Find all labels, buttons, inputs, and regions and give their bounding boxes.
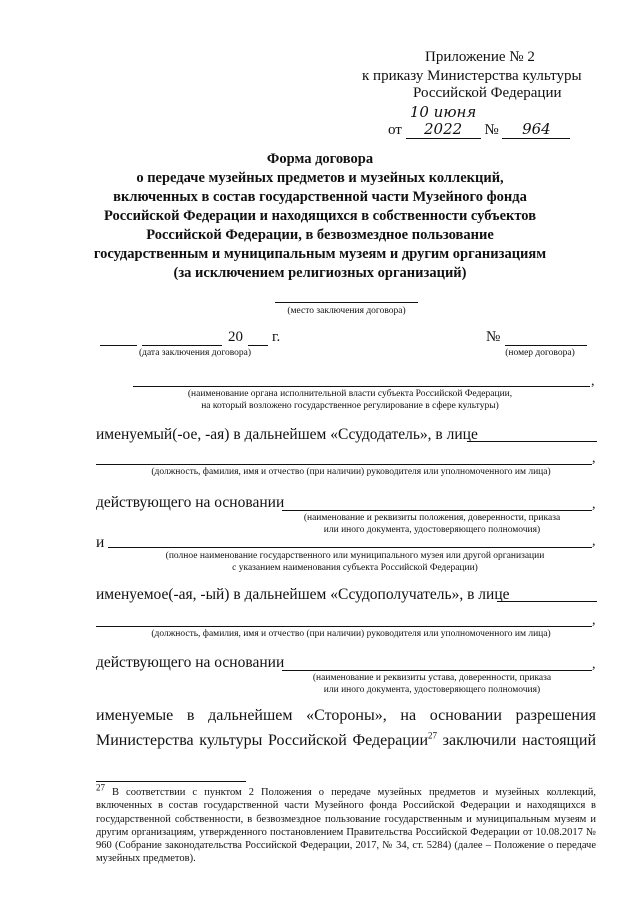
day-field-line [100, 345, 137, 346]
footnote-reference: 27 [428, 730, 438, 741]
number-field-line [505, 345, 587, 346]
footnote-text: В соответствии с пунктом 2 Положения о передаче музейных предметов и музейных коллекций, включенных в состав государственной части Музейного фонда Российской Федерации и находящихся в государственной собственности, в безвозмездное пользование государственным и муниципальным музеям и другим организациям, утвержденного постановлением Правительства Российской Федерации от 10.08.2017 № 960 (Собрание законодательства Российской Федерации, 2017, № 34, ст. 5284) (далее – Положение о передаче музейных предметов). [96, 787, 596, 865]
title-line: Российской Федерации и находящихся в собственности субъектов [103, 208, 537, 224]
date-prefix: от [388, 122, 402, 138]
authority-field-line [133, 386, 590, 387]
borrower-basis-line [282, 670, 592, 671]
lender-basis-line [282, 510, 592, 511]
museum-field-line [108, 547, 592, 548]
caption-line: (наименование и реквизиты устава, доверенности, приказа [312, 673, 552, 683]
comma: , [592, 534, 596, 549]
handwritten-date: 10 июня 2022 [406, 104, 481, 139]
lender-basis-text: действующего на основании [96, 494, 285, 511]
comma: , [591, 374, 595, 389]
country-name: Российской Федерации [413, 85, 562, 101]
date-caption: (дата заключения договора) [138, 348, 252, 358]
number-caption: (номер договора) [505, 348, 575, 358]
comma: , [592, 497, 596, 512]
order-number-label: № [484, 122, 499, 138]
comma: , [592, 613, 596, 628]
title-line: государственным и муниципальным музеям и другим организациям [93, 246, 547, 262]
borrower-text: именуемое(-ая, -ый) в дальнейшем «Ссудополучатель», в лице [96, 586, 510, 603]
closing-line-1: именуемые в дальнейшем «Стороны», на основании разрешения [96, 707, 596, 724]
closing-text: заключили настоящий [437, 732, 597, 749]
borrower-person-caption: (должность, фамилия, имя и отчество (при наличии) руководителя или уполномоченного им лица) [151, 629, 551, 639]
museum-caption [100, 550, 610, 574]
caption-line: с указанием наименования субъекта Российской Федерации) [232, 563, 478, 573]
year-field-line [248, 345, 268, 346]
number-sign: № [486, 329, 501, 345]
place-field-line [275, 302, 418, 303]
comma: , [592, 657, 596, 672]
lender-person-line-2 [96, 464, 592, 465]
title-line: (за исключением религиозных организаций) [173, 265, 467, 281]
caption-line: (полное наименование государственного или муниципального музея или другой организации [165, 551, 545, 561]
caption-line: или иного документа, удостоверяющего полномочия) [323, 685, 541, 695]
caption-line: на который возложено государственное регулирование в сфере культуры) [201, 401, 499, 411]
lender-basis-caption [272, 512, 592, 536]
title-line: включенных в состав государственной части Музейного фонда [113, 189, 527, 205]
order-date-line [388, 104, 570, 139]
closing-line-2 [96, 731, 596, 751]
and-conjunction: и [96, 534, 105, 551]
footnote-number: 27 [96, 782, 105, 793]
footnote-separator [96, 781, 246, 782]
title-line: Российской Федерации, в безвозмездное пользование [146, 227, 494, 243]
month-field-line [142, 345, 222, 346]
lender-text: именуемый(-ое, -ая) в дальнейшем «Ссудодатель», в лице [96, 426, 478, 443]
document-title [60, 150, 580, 283]
caption-line: (наименование органа исполнительной власти субъекта Российской Федерации, [187, 389, 513, 399]
borrower-basis-caption [272, 672, 592, 696]
year-suffix: г. [272, 329, 281, 345]
footnote [96, 782, 596, 866]
title-line: о передаче музейных предметов и музейных коллекций, [136, 170, 504, 186]
caption-line: (наименование и реквизиты положения, доверенности, приказа [303, 513, 561, 523]
title-line: Форма договора [266, 151, 374, 167]
borrower-person-line [497, 601, 597, 602]
lender-person-caption: (должность, фамилия, имя и отчество (при наличии) руководителя или уполномоченного им лица) [151, 467, 551, 477]
order-reference: к приказу Министерства культуры [362, 68, 582, 84]
borrower-person-line-2 [96, 626, 592, 627]
year-prefix: 20 [228, 329, 243, 345]
authority-caption [100, 388, 600, 412]
appendix-number: Приложение № 2 [425, 49, 535, 65]
caption-line: или иного документа, удостоверяющего полномочия) [323, 525, 541, 535]
lender-person-line [467, 441, 597, 442]
handwritten-number: 964 [502, 121, 570, 139]
closing-text: Министерства культуры Российской Федерации [96, 732, 429, 749]
borrower-basis-text: действующего на основании [96, 654, 285, 671]
comma: , [592, 451, 596, 466]
place-caption: (место заключения договора) [287, 306, 406, 316]
